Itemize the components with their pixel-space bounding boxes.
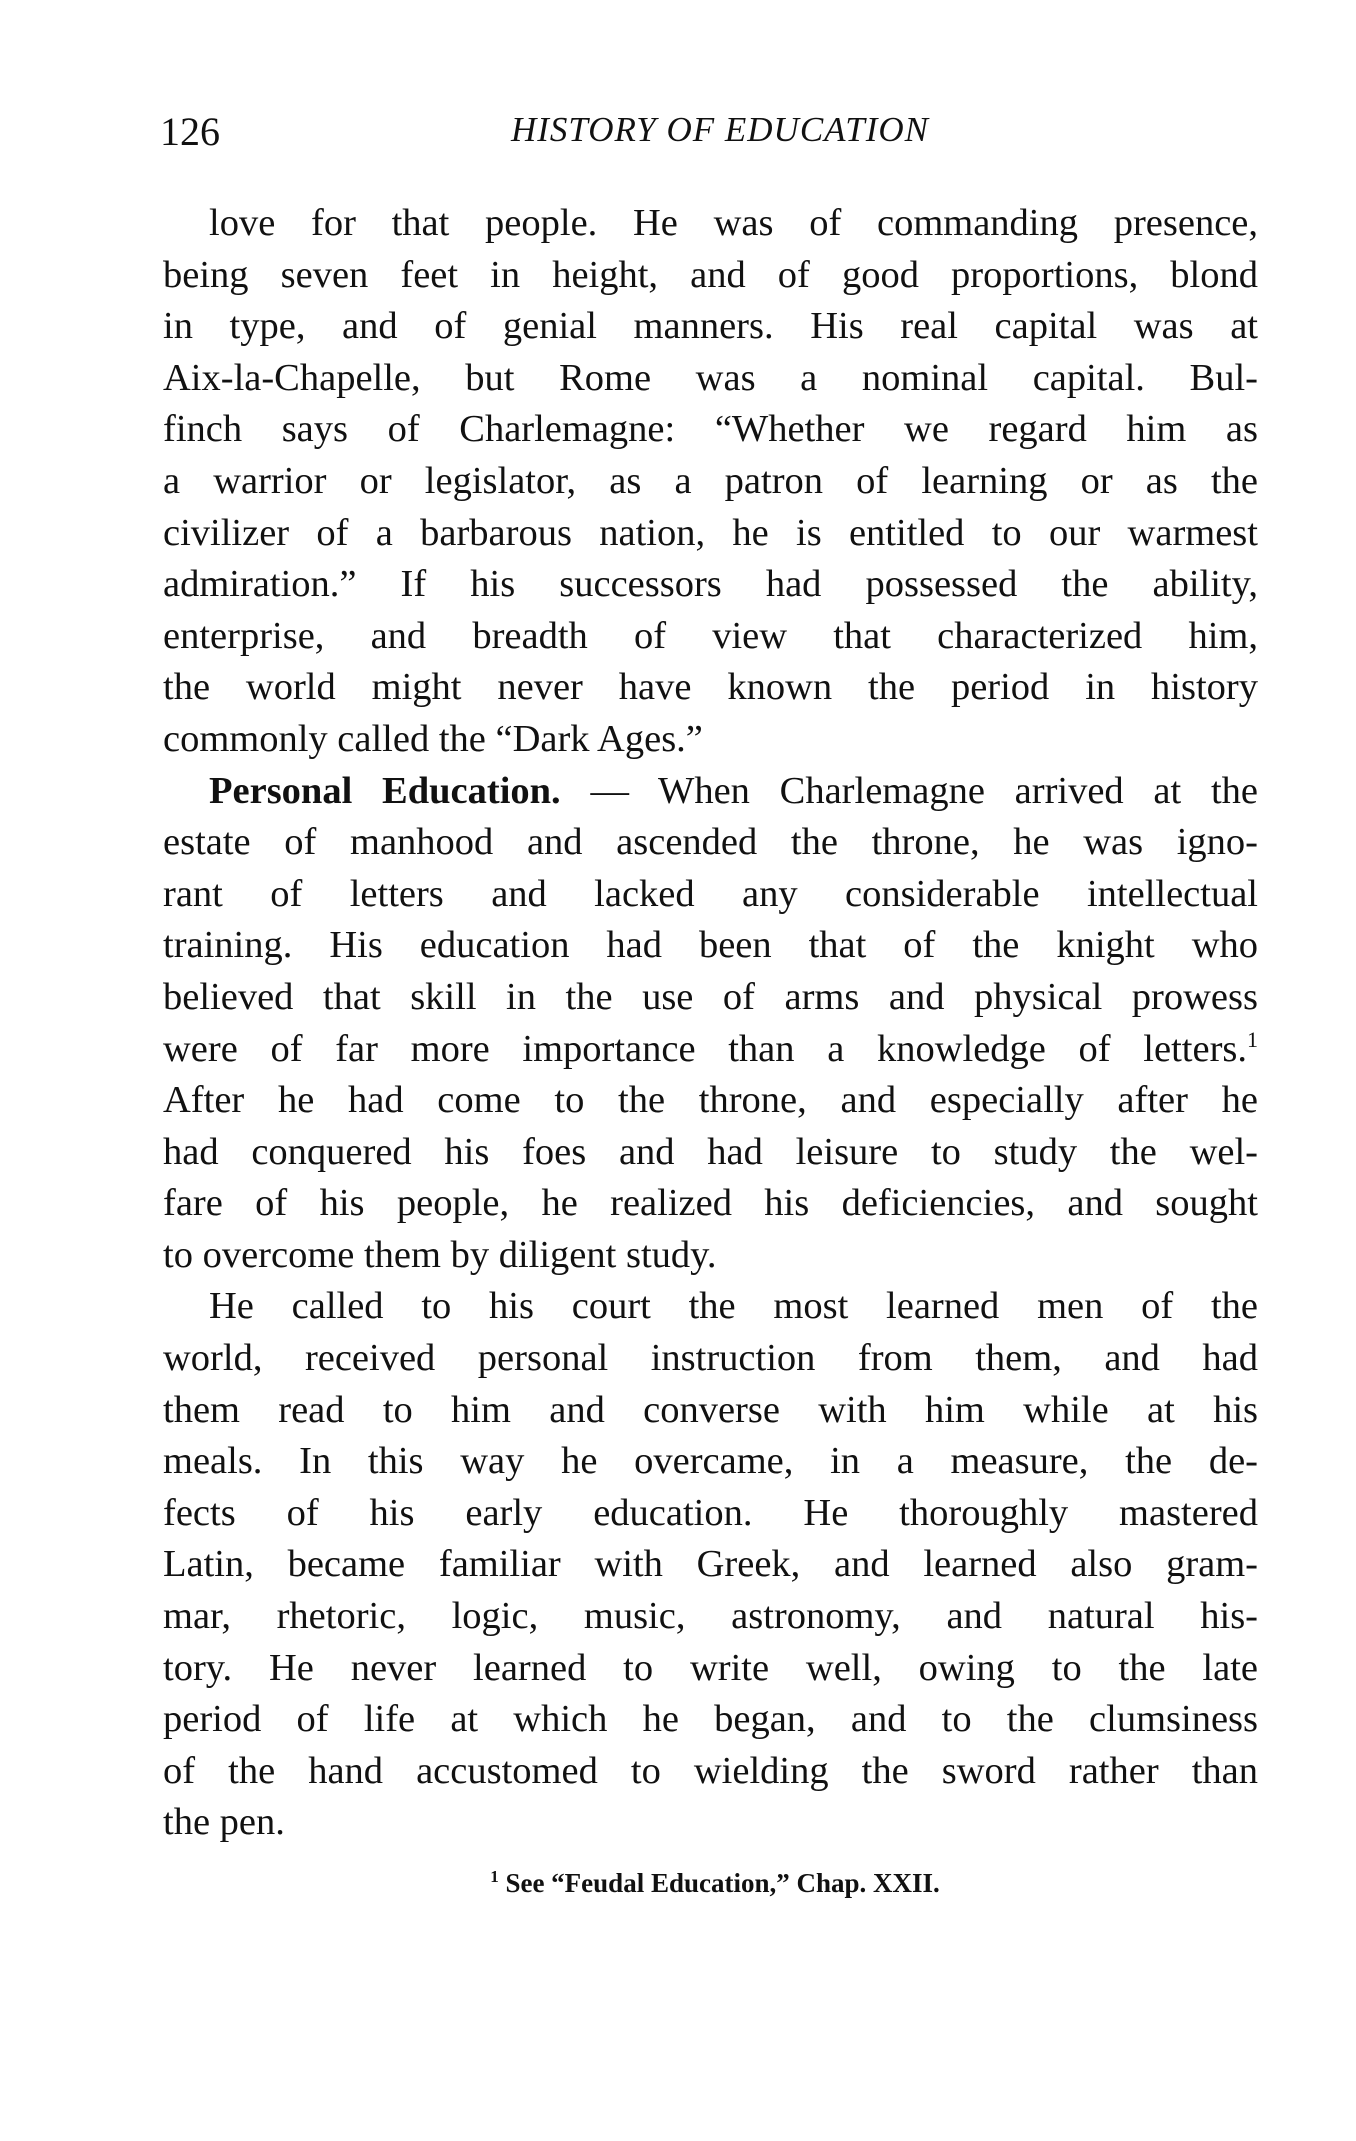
text-line <box>163 1281 1258 1333</box>
text-line <box>163 456 1258 508</box>
line-text: fects of his early education. He thoroughly mastered <box>163 1491 1258 1534</box>
section-heading: Personal Education. <box>209 769 561 812</box>
line-text: believed that skill in the use of arms and physical prowess <box>163 975 1258 1018</box>
line-text: mar, rhetoric, logic, music, astronomy, and natural his- <box>163 1595 1258 1638</box>
footnote <box>0 1868 1356 1899</box>
line-text: were of far more importance than a knowledge of letters. <box>163 1027 1247 1070</box>
line-text: fare of his people, he realized his deficiencies, and sought <box>163 1182 1258 1225</box>
text-line <box>163 714 1258 766</box>
text-line <box>163 1591 1258 1643</box>
line-text: love for that people. He was of commanding presence, <box>209 202 1258 244</box>
text-line <box>163 1024 1258 1076</box>
text-line <box>163 404 1258 456</box>
line-text: meals. In this way he overcame, in a measure, the de- <box>163 1440 1258 1483</box>
text-line <box>163 1230 1258 1282</box>
line-text: in type, and of genial manners. His real capital was at <box>163 305 1258 348</box>
line-text: the world might never have known the period in history <box>163 666 1258 709</box>
page-number: 126 <box>160 109 220 154</box>
running-title: HISTORY OF EDUCATION <box>510 110 929 149</box>
line-text: to overcome them by diligent study. <box>163 1233 717 1276</box>
footnote-reference: 1 <box>1247 1026 1258 1052</box>
line-text: a warrior or legislator, as a patron of learning or as the <box>163 459 1258 502</box>
text-line <box>163 1436 1258 1488</box>
line-text: estate of manhood and ascended the throne, he was igno- <box>163 821 1258 864</box>
text-line <box>163 1539 1258 1591</box>
line-text: He called to his court the most learned men of the <box>209 1285 1258 1328</box>
text-line <box>163 817 1258 869</box>
text-line <box>163 1694 1258 1746</box>
text-line <box>163 766 1258 818</box>
line-text: them read to him and converse with him while at his <box>163 1388 1258 1431</box>
text-line <box>163 353 1258 405</box>
paragraph <box>163 198 1258 766</box>
text-line <box>163 1333 1258 1385</box>
page-body <box>163 198 1258 1849</box>
line-text: had conquered his foes and had leisure to study the wel- <box>163 1130 1258 1173</box>
text-line <box>163 1797 1258 1849</box>
line-text: the pen. <box>163 1801 285 1844</box>
text-line <box>163 662 1258 714</box>
footnote-marker: 1 <box>490 1867 499 1886</box>
footnote-text: See “Feudal Education,” Chap. XXII. <box>505 1868 940 1898</box>
text-line <box>163 508 1258 560</box>
paragraph-personal-education <box>163 766 1258 1282</box>
line-text: Latin, became familiar with Greek, and learned also gram- <box>163 1543 1258 1586</box>
paragraph <box>163 1281 1258 1849</box>
line-text: training. His education had been that of the knight who <box>163 924 1258 967</box>
line-text: admiration.” If his successors had possessed the ability, <box>163 563 1258 606</box>
text-line <box>163 1643 1258 1695</box>
line-text: being seven feet in height, and of good proportions, blond <box>163 253 1258 296</box>
text-line <box>163 1127 1258 1179</box>
text-line <box>163 972 1258 1024</box>
text-line <box>163 869 1258 921</box>
text-line <box>163 1488 1258 1540</box>
line-text: civilizer of a barbarous nation, he is entitled to our warmest <box>163 511 1258 554</box>
line-text: After he had come to the throne, and especially after he <box>163 1079 1258 1122</box>
text-line <box>163 1746 1258 1798</box>
text-line <box>163 1385 1258 1437</box>
text-line <box>163 198 1258 250</box>
line-text: rant of letters and lacked any considerable intellectual <box>163 872 1258 915</box>
text-line <box>163 559 1258 611</box>
line-text: commonly called the “Dark Ages.” <box>163 717 703 760</box>
line-text: Aix-la-Chapelle, but Rome was a nominal capital. Bul- <box>163 356 1258 399</box>
text-line <box>163 250 1258 302</box>
line-text: enterprise, and breadth of view that characterized him, <box>163 614 1258 657</box>
line-text: world, received personal instruction from them, and had <box>163 1337 1258 1380</box>
text-line <box>163 1178 1258 1230</box>
text-line <box>163 301 1258 353</box>
text-line <box>163 920 1258 972</box>
line-text: period of life at which he began, and to the clumsiness <box>163 1698 1258 1741</box>
line-text: finch says of Charlemagne: “Whether we regard him as <box>163 408 1258 451</box>
line-text: of the hand accustomed to wielding the sword rather than <box>163 1749 1258 1792</box>
line-text: tory. He never learned to write well, owing to the late <box>163 1646 1258 1689</box>
text-line <box>163 1075 1258 1127</box>
heading-continuation: — When Charlemagne arrived at the <box>560 769 1258 812</box>
text-line <box>163 611 1258 663</box>
